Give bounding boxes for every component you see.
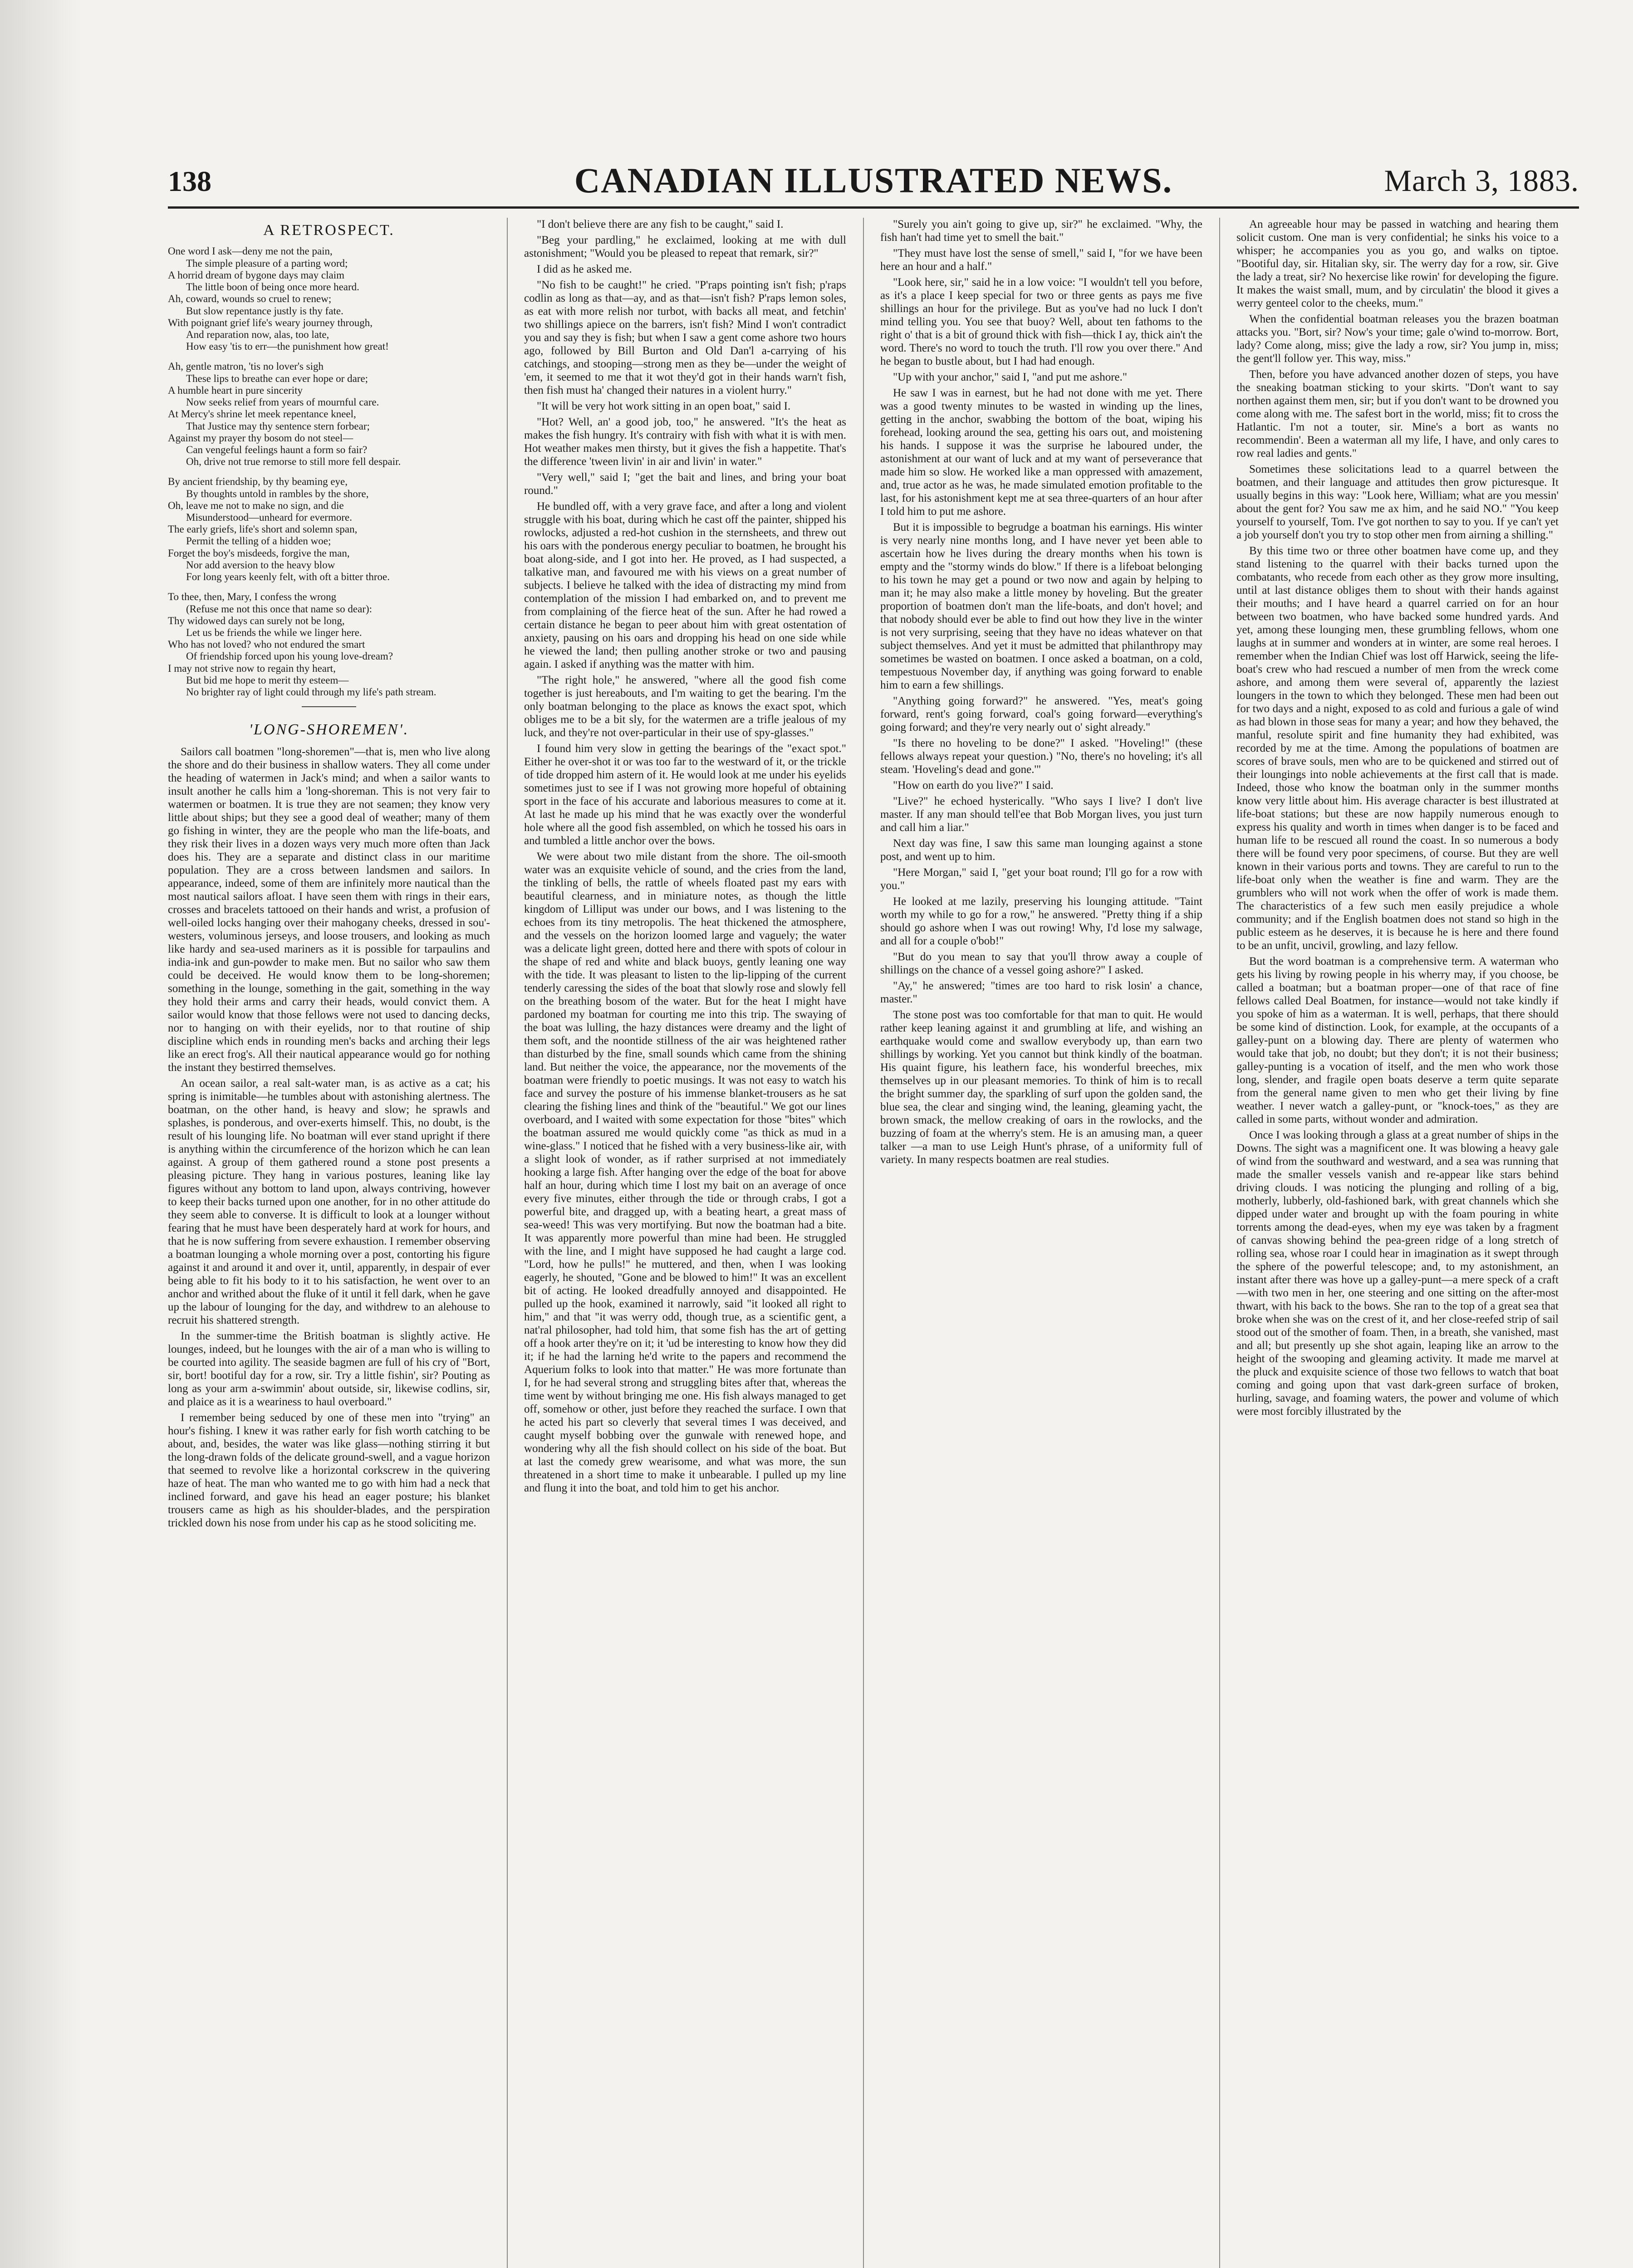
poem-line: I may not strive now to regain thy heart, — [168, 662, 336, 674]
column-2 — [524, 218, 846, 2268]
article-paragraph: "Look here, sir," said he in a low voice: "I wouldn't tell you before, as it's a place I keep special for two or three gents as pays me five shillings an hour for the privilege. But as you've had no luck I don't mind telling you. You see that buoy? Well, about ten fathoms to the right o' that is a bit of ground thick with fish—thick I ay, thick ain't the word. There's no word to touch the truth. I'll row you over there." And he began to bustle about, but I had had enough. — [880, 276, 1202, 367]
article-paragraph: But the word boatman is a comprehensive term. A waterman who gets his living by rowing people in his wherry may, if you choose, be called a boatman; but a boatman proper—one of that race of fine fellows called Deal Boatmen, for instance—would not take kindly if you spoke of him as a waterman. It is well, perhaps, that there should be some kind of distinction. Look, for example, at the occupants of a galley-punt on a blowing day. There are plenty of watermen who would take that job, no doubt; but they don't; it is not their business; galley-punting is a vocation of itself, and the men who work those long, slender, and fragile open boats deserve a term quite separate from the general name given to men who get their living by fine weather. I never watch a galley-punt, or "knock-toes," as they are called in some parts, without wonder and admiration. — [1236, 955, 1559, 1125]
poem-line: Ah, coward, wounds so cruel to renew; — [168, 293, 332, 305]
poem-line: For long years keenly felt, with oft a bitter throe. — [186, 571, 390, 583]
poem-line: But bid me hope to merit thy esteem— — [186, 674, 349, 686]
article-paragraph: Sometimes these solicitations lead to a quarrel between the boatmen, and their language and attitudes then grow picturesque. It usually begins in this way: "Look here, William; what are you messin' about the gent for? You saw me ax him, and he said NO." "You keep yourself to yourself, Tom. I've got northen to say to you. If ye can't yet a job yourself don't you try to stop other men from airning a shilling." — [1236, 463, 1559, 541]
article-paragraph: "Up with your anchor," said I, "and put me ashore." — [893, 371, 1128, 383]
section-divider — [302, 706, 356, 707]
poem-line: Let us be friends the while we linger here. — [186, 627, 362, 638]
poem-line: The early griefs, life's short and solemn span, — [168, 523, 358, 535]
article-paragraph: "Very well," said I; "get the bait and lines, and bring your boat round." — [524, 471, 846, 497]
poem-line: But slow repentance justly is thy fate. — [186, 305, 343, 317]
article-paragraph: He bundled off, with a very grave face, and after a long and violent struggle with his boat, during which he cast off the painter, shipped his rowlocks, adjusted a red-hot cushion in the sternsheets, and threw out his oars with the ponderous energy peculiar to boatmen, he brought his boat along-side, and I got into her. He proved, as I had suspected, a talkative man, and favoured me with his views on a great number of subjects. I believe he talked with the idea of distracting my mind from contemplation of the mission I had embarked on, and to prevent me from complaining of the fierce heat of the sun. After he had rowed a certain distance he began to peer about him with great ostentation of anxiety, pausing on his oars and dropping his head on one side while he viewed the land; then pulling another stroke or two and pausing again. I asked if anything was the matter with him. — [524, 500, 846, 670]
poem-line: How easy 'tis to err—the punishment how great! — [186, 341, 389, 352]
poem-line: Ah, gentle matron, 'tis no lover's sigh — [168, 361, 324, 372]
poem-line: Can vengeful feelings haunt a form so fair? — [186, 444, 368, 455]
article-paragraph: "The right hole," he answered, "where all the good fish come together is just hereabouts, and I'm waiting to get the bearing. I'm the only boatman belonging to the place as knows the exact spot, which obliges me to be a bit sly, for the watermen are a trifle jealous of my luck, and they're not over-particular in their use of spy-glasses." — [524, 674, 846, 739]
column-separator — [507, 218, 508, 2268]
article-paragraph: "They must have lost the sense of smell," said I, "for we have been here an hour and a half." — [880, 247, 1202, 273]
issue-date: March 3, 1883. — [1384, 163, 1579, 198]
column-1 — [168, 218, 490, 2268]
poem-line: A horrid dream of bygone days may claim — [168, 269, 344, 281]
poem-line: One word I ask—deny me not the pain, — [168, 245, 333, 257]
poem-line: No brighter ray of light could through my life's path stream. — [186, 686, 436, 698]
article-paragraph: "Anything going forward?" he answered. "Yes, meat's going forward, rent's going forward, coal's going forward—everything's going forward; and they're very nearly out o' sight already." — [880, 695, 1202, 733]
article-paragraph: "Beg your pardling," he exclaimed, looking at me with dull astonishment; "Would you be pleased to repeat that remark, sir?" — [524, 234, 846, 259]
poem-line: Oh, drive not true remorse to still more fell despair. — [186, 456, 401, 468]
article-paragraph: He saw I was in earnest, but he had not done with me yet. There was a good twenty minutes to be wasted in winding up the lines, getting in the anchor, swabbing the bottom of the boat, wiping his forehead, looking around the sea, getting his oars out, and moistening his hands. I suppose it was the surprise he laboured under, the astonishment at our want of luck and at my want of perseverance that made him so slow. He worked like a man oppressed with amazement, and, true actor as he was, he made simulated emotion profitable to the last, for his astonishment kept me at sea three-quarters of an hour after I told him to put me ashore. — [880, 387, 1202, 518]
article-paragraph: By this time two or three other boatmen have come up, and they stand listening to the quarrel with their backs turned upon the combatants, who recede from each other as they grow more insulting, until at last distance obliges them to shout with their hands against their mouths; and I have heard a quarrel carried on for an hour between two boatmen, who have backed some hundred yards. And yet, among these lounging men, these grumbling fellows, whom one laughs at in summer and wonders at in winter, are some real heroes. I remember when the Indian Chief was lost off Harwick, seeing the life-boat's crew who had rescued a number of men from the wreck come ashore, and among them were several of, apparently the laziest loungers in the town to which they belonged. These men had been out for two days and a night, exposed to as cold and furious a gale of wind as had blown in those seas for many a year; and how they behaved, the manful, resolute spirit and fine humanity they had exhibited, was recorded by me at the time. Among the populations of boatmen are scores of brave souls, men who are to be quickened and stirred out of their loungings into noble achievements at the first call that is made. Indeed, those who know the boatman only in the summer months know very little about him. His average character is best illustrated at life-boat stations; but these are now happily numerous enough to express his quality and worth in times when danger is to be faced and human life to be rescued all round the coast. In so numerous a body there will be found very poor specimens, of course. But they are well known in their various ports and towns. They are careful to run to the life-boat only when the weather is fine and warm. They are the grumblers who will not work when the offer of work is made them. The characteristics of a few such men easily prejudice a whole community; and if the English boatmen does not stand so high in the public esteem as he deserves, it is because he is here and there found to be an unfit, uncivil, growling, and lazy fellow. — [1236, 545, 1559, 952]
poem-stanza — [168, 591, 490, 698]
poem-line: A humble heart in pure sincerity — [168, 384, 303, 396]
article-paragraph: I remember being seduced by one of these men into "trying" an hour's fishing. I knew it was rather early for fish worth catching to be about, and, besides, the water was like glass—nothing stirring it but the long-drawn folds of the delicate ground-swell, and a vague horizon that seemed to revolve like a horizontal corkscrew in the quivering haze of heat. The man who wanted me to go with him had a neck that inclined forward, and gave his head an eager posture; his blanket trousers came as high as his shoulder-blades, and the perspiration trickled down his nose from under his cap as he stood soliciting me. — [168, 1411, 490, 1529]
page-number: 138 — [168, 165, 211, 197]
article-title: 'LONG-SHOREMEN'. — [249, 721, 409, 738]
poem-line: Of friendship forced upon his young love-dream? — [186, 650, 393, 662]
article-paragraph: He looked at me lazily, preserving his lounging attitude. "Taint worth my while to go for a row," he answered. "Pretty thing if a ship should go ashore when I was out rowing! Why, I'd lose my salwage, and all for a couple o'bob!" — [880, 895, 1202, 947]
article-paragraph: "Hot? Well, an' a good job, too," he answered. "It's the heat as makes the fish hungry. It's contrairy with fish with what it is with men. Hot weather makes men thirsty, but it gives the fish a happetite. That's the difference 'tween livin' in air and livin' in water." — [524, 416, 846, 468]
poem-line: At Mercy's shrine let meek repentance kneel, — [168, 408, 356, 420]
poem-line: Against my prayer thy bosom do not steel— — [168, 432, 353, 444]
poem-stanza — [168, 245, 490, 352]
poem-title: A RETROSPECT. — [263, 222, 395, 239]
poem-line: Misunderstood—unheard for evermore. — [186, 512, 352, 523]
page-binding-shadow — [0, 0, 82, 2268]
article-paragraph: "Surely you ain't going to give up, sir?" he exclaimed. "Why, the fish han't had time yet to smell the bait." — [880, 218, 1202, 244]
poem-line: Now seeks relief from years of mournful care. — [186, 396, 379, 408]
poem-line: The little boon of being once more heard. — [186, 281, 359, 293]
poem-line: Permit the telling of a hidden woe; — [186, 535, 331, 547]
poem-line: And reparation now, alas, too late, — [186, 328, 329, 340]
poem-line: (Refuse me not this once that name so dear): — [186, 603, 373, 615]
page-header — [168, 156, 1579, 206]
article-paragraph: "Ay," he answered; "times are too hard to risk losin' a chance, master." — [880, 980, 1202, 1005]
poem-line: The simple pleasure of a parting word; — [186, 257, 348, 269]
poem-line: By ancient friendship, by thy beaming eye, — [168, 476, 348, 488]
column-3 — [880, 218, 1202, 2268]
article-paragraph: I found him very slow in getting the bearings of the "exact spot." Either he over-shot it or was too far to the westward of it, or the trickle of tide dropped him astern of it. He would look at me under his eyelids sometimes just to see if I was not growing more hopeful of obtaining sport in the face of his accurate and laborious measures to come at it. At last he made up his mind that he was exactly over the wonderful hole where all the good fish assembled, on which he tossed his oars in and tumbled a little anchor over the bows. — [524, 743, 846, 847]
article-paragraph: When the confidential boatman releases you the brazen boatman attacks you. "Bort, sir? Now's your time; gale o'wind to-morrow. Bort, lady? Come along, miss; give the lady a row, sir? You jump in, miss; the gent'll follow yer. This way, miss." — [1236, 313, 1559, 365]
article-paragraph: "Here Morgan," said I, "get your boat round; I'll go for a row with you." — [880, 866, 1202, 892]
poem-line: Who has not loved? who not endured the smart — [168, 639, 365, 650]
article-paragraph: "No fish to be caught!" he cried. "P'raps pointing isn't fish; p'raps codlin as long as that—ay, and as that—isn't fish? P'raps lemon soles, as eat with more relish nor turbot, with backs all meat, and fetchin' two shillings apiece on the barrers, isn't fish? Mind I won't contradict you and say they is fish; but when I saw a gent come ashore two hours ago, followed by Bill Burton and Old Dan'l a-carrying of his catchings, and stooping—strong men as they be—under the weight of 'em, it seemed to me that it wot they'd got in their hands warn't fish, then fish must ha' changed their natures in a violent hurry." — [524, 279, 846, 396]
column-separator — [863, 218, 864, 2268]
article-paragraph: "Is there no hoveling to be done?" I asked. "Hoveling!" (these fellows always repeat your question.) "No, there's no hoveling; it's all steam. 'Hoveling's dead and gone.'" — [880, 737, 1202, 776]
header-rule — [168, 206, 1579, 209]
article-paragraph: The stone post was too comfortable for that man to quit. He would rather keep leaning against it and grumbling at life, and wishing an earthquake would come and swallow everybody up, than earn two shillings by working. Yet you cannot but think kindly of the boatman. His quaint figure, his leathern face, his wonderful breeches, mix themselves up in our pleasant memories. To think of him is to recall the bright summer day, the sparkling of surf upon the golden sand, the blue sea, the clear and singing wind, the leaning, gleaming yacht, the brown smack, the mellow creaking of oars in the rowlocks, and the buzzing of foam at the wherry's stem. He is an amusing man, a queer talker —a man to use Leigh Hunt's phrase, of a uniformity full of variety. In many respects boatmen are real studies. — [880, 1009, 1202, 1166]
poem-line: Forget the boy's misdeeds, forgive the man, — [168, 547, 350, 559]
article-paragraph: Next day was fine, I saw this same man lounging against a stone post, and went up to him. — [880, 837, 1202, 863]
poem-line: By thoughts untold in rambles by the shore, — [186, 488, 369, 499]
article-paragraph: We were about two mile distant from the shore. The oil-smooth water was an exquisite vehicle of sound, and the cries from the land, the tinkling of bells, the rattle of wheels floated past my ears with beautiful clearness, and in miniature notes, as though the little kingdom of Lilliput was under our bows, and I was listening to the echoes from its tiny metropolis. The heat thickened the atmosphere, and the vessels on the horizon loomed large and vaguely; the water was a delicate light green, dotted here and there with spots of colour in the shape of red and white and black buoys, gently leaning one way with the tide. It was pleasant to listen to the lip-lipping of the current tenderly caressing the sides of the boat that slowly rose and slowly fell on the breathing bosom of the water. But for the heat I might have pardoned my boatman for courting me into this trip. The swaying of the boat was lulling, the hazy distances were dreamy and the light of them soft, and the noontide stillness of the air was heightened rather than disturbed by the fine, small sounds which came from the shining land. But neither the voice, the appearance, nor the movements of the boatman were friendly to poetic musings. It was not easy to watch his face and survey the posture of his immense blanket-trousers as he sat clearing the fishing lines and think of the "beautiful." We got our lines overboard, and I waited with some expectation for those "bites" which the boatman assured me would quickly come "as thick as mud in a wine-glass." I noticed that he fished with a very business-like air, with a slight look of wonder, as if rather surprised at not immediately hooking a large fish. After hanging over the edge of the boat for above half an hour, during which time I lost my bait on an average of once every five minutes, either through the tide or through crabs, I got a powerful bite, and dragged up, with a beating heart, a great mass of sea-weed! This was very mortifying. But now the boatman had a bite. It was apparently more powerful than mine had been. He struggled with the line, and I might have supposed he had caught a large cod. "Lord, how he pulls!" he muttered, and then, when I was looking eagerly, he shouted, "Gone and be blowed to him!" It was an excellent bit of acting. He looked dreadfully annoyed and disappointed. He pulled up the hook, examined it narrowly, said "it looked all right to him," and that "it was werry odd, though true, as a scientific gent, a nat'ral philosopher, had told him, that some fish has the art of getting off a hook arter they're on it; it 'ud be interesting to know how they did it; if he had the larning he'd write to the papers and recommend the Aquerium folks to look into that matter." He was more fortunate than I, for he had several strong and struggling bites after that, whereas the time went by without bringing me one. His fish always managed to get off, somehow or other, just before they reached the surface. I own that he acted his part so cleverly that several times I was deceived, and caught myself bobbing over the gunwale with renewed hope, and wondering why all the fish should collect on his side of the boat. But at last the comedy grew wearisome, and what was more, the sun threatened in a short time to make it unbearable. I pulled up my line and flung it into the boat, and told him to get his anchor. — [524, 850, 846, 1494]
poem-line: That Justice may thy sentence stern forbear; — [186, 420, 370, 432]
poem-line: Thy widowed days can surely not be long, — [168, 615, 345, 626]
article-paragraph: An ocean sailor, a real salt-water man, is as active as a cat; his spring is inimitable—he tumbles about with astonishing alertness. The boatman, on the other hand, is heavy and slow; he sprawls and splashes, is ponderous, and over-exerts himself. This, no doubt, is the result of his lounging life. No boatman will ever stand upright if there is anything within the circumference of the horizon which he can lean against. A group of them gathered round a stone post presents a pleasing picture. They hang in various postures, leaning like lay figures without any bottom to land upon, always contriving, however to keep their backs turned upon one another, for in no other attitude do they seem able to converse. It is difficult to look at a lounger without fearing that he must have been desperately hard at work for hours, and that he is now suffering from severe exhaustion. I remember observing a boatman lounging a whole morning over a post, contorting his figure against it and around it and over it, until, apparently, in despair of ever being able to fit his body to it to his satisfaction, he went over to an anchor and writhed about the fluke of it until it fell dark, when he gave up the labour of lounging for the day, and withdrew to an alehouse to recruit his shattered strength. — [168, 1077, 490, 1326]
article-paragraph: "But do you mean to say that you'll throw away a couple of shillings on the chance of a vessel going ashore?" I asked. — [880, 951, 1202, 976]
masthead: CANADIAN ILLUSTRATED NEWS. — [574, 161, 1173, 200]
article-paragraph: "Live?" he echoed hysterically. "Who says I live? I don't live master. If any man should tell'ee that Bob Morgan lives, you just turn and call him a liar." — [880, 795, 1202, 834]
article-paragraph: "I don't believe there are any fish to be caught," said I. — [537, 218, 784, 230]
column-4 — [1236, 218, 1559, 2268]
article-paragraph: "It will be very hot work sitting in an open boat," said I. — [537, 400, 791, 412]
poem-line: Nor add aversion to the heavy blow — [186, 559, 335, 571]
poem-stanza — [168, 361, 490, 468]
column-separator — [1219, 218, 1220, 2268]
article-paragraph: I did as he asked me. — [537, 263, 632, 275]
poem-stanza — [168, 476, 490, 583]
article-paragraph: But it is impossible to begrudge a boatman his earnings. His winter is very nearly nine months long, and I have never yet been able to ascertain how he lives during the dreary months when his town is empty and the "stormy winds do blow." If there is a lifeboat belonging to his town he may get a pound or two now and again by helping to man it; he may also make a little money by hoveling. But the greater proportion of boatmen don't man the life-boats, and don't hovel; and that nobody should ever be able to find out how they live in the winter is not very surprising, seeing that they have no ideas whatever on that subject themselves. And yet it must be admitted that philanthropy may sometimes be wasted on boatmen. I once asked a boatman, on a cold, tempestuous November day, if anything was going forward to enable him to earn a few shillings. — [880, 521, 1202, 691]
article-paragraph: In the summer-time the British boatman is slightly active. He lounges, indeed, but he lounges with the air of a man who is willing to be courted into agility. The seaside bagmen are full of his cry of "Bort, sir, bort! bootiful day for a row, sir. Try a little fishin', sir? Pouting as long as your arm a-swimmin' about outside, sir, likewise codlins, sir, and plaice as it is a weariness to haul overboard." — [168, 1330, 490, 1408]
article-paragraph: Sailors call boatmen "long-shoremen"—that is, men who live along the shore and do their business in shallow waters. They all come under the heading of watermen in Jack's mind; and when a sailor wants to insult another he calls him a 'long-shoreman. This is not very fair to watermen or boatmen. It is true they are not seamen; they know very little about ships; but they see a good deal of weather; many of them go fishing in winter, they are the people who man the life-boats, and they risk their lives in a dozen ways very much more often than Jack does his. They are a separate and distinct class in our maritime population. They are a cross between landsmen and sailors. In appearance, indeed, some of them are infinitely more nautical than the most nautical sailors afloat. I have seen them with rings in their ears, crosses and bracelets tattooed on their hands and wrist, a profusion of well-oiled locks hanging over their mahogany cheeks, dressed in sou'-westers, voluminous jerseys, and loose trousers, and looking as much like hardy and sea-used mariners as it is possible for tarpaulins and india-ink and gun-powder to make men. But no sailor who saw them could be deceived. He would know them to be long-shoremen; something in the lounge, something in the gait, something in the way they hold their arms and carry their heads, would convict them. A sailor would know that those fellows were not used to dancing decks, nor to hanging on with their eyelids, nor to that routine of ship discipline which ends in rounding men's backs and arching their legs like an erect frog's. All their nautical appearance would go for nothing the instant they bestirred themselves. — [168, 745, 490, 1074]
poem-line: Oh, leave me not to make no sign, and die — [168, 499, 344, 511]
poem-line: With poignant grief life's weary journey through, — [168, 317, 373, 328]
poem-line: To thee, then, Mary, I confess the wrong — [168, 591, 337, 603]
article-paragraph: Once I was looking through a glass at a great number of ships in the Downs. The sight was a magnificent one. It was blowing a heavy gale of wind from the southward and westward, and a sea was running that made the smaller vessels vanish and re-appear like stars behind driving clouds. I was noticing the plunging and rolling of a big, motherly, lubberly, old-fashioned bark, with great channels which she dipped under water and brought up with the foam pouring in white torrents among the dead-eyes, when my eye was taken by a fragment of canvas showing behind the pea-green ridge of a long stretch of rolling sea, whose roar I could hear in imagination as it swept through the sphere of the powerful telescope; and, to my astonishment, an instant after there was hove up a galley-punt—a mere speck of a craft—with two men in her, one steering and one sitting on the after-most thwart, with his back to the bows. She ran to the top of a great sea that broke when she was on the crest of it, and her close-reefed strip of sail stood out of the smother of foam. Then, in a breath, she vanished, mast and all; but presently up she shot again, leaping like an arrow to the height of the swooping and gleaming activity. It made me marvel at the pluck and exquisite science of those two fellows to watch that boat coming and going upon that vast dark-green surface of broken, hurling, savage, and foaming waters, the power and volume of which were most forcibly illustrated by the — [1236, 1129, 1559, 1418]
poem-line: These lips to breathe can ever hope or dare; — [186, 372, 368, 384]
article-paragraph: "How on earth do you live?" I said. — [893, 779, 1054, 792]
article-paragraph: An agreeable hour may be passed in watching and hearing them solicit custom. One man is very confidential; he sinks his voice to a whisper; he accompanies you as you go, and walks on tiptoe. "Bootiful day, sir. Hitalian sky, sir. The werry day for a row, sir. Give the lady a treat, sir? No hexercise like rowin' for developing the figure. It makes the waist small, mum, and by circulatin' the blood it gives a werry genteel color to the cheeks, mum." — [1236, 218, 1559, 309]
article-paragraph: Then, before you have advanced another dozen of steps, you have the sneaking boatman sticking to your skirts. "Don't want to say northen against them men, sir; but if you don't want to be drowned you come along with me. The safest bort in the world, miss; fit to cross the Hatlantic. I'm not a touter, sir. Mine's a bort as wants no recommendin'. Been a waterman all my life, I have, and only cares to row real ladies and gents." — [1236, 368, 1559, 459]
